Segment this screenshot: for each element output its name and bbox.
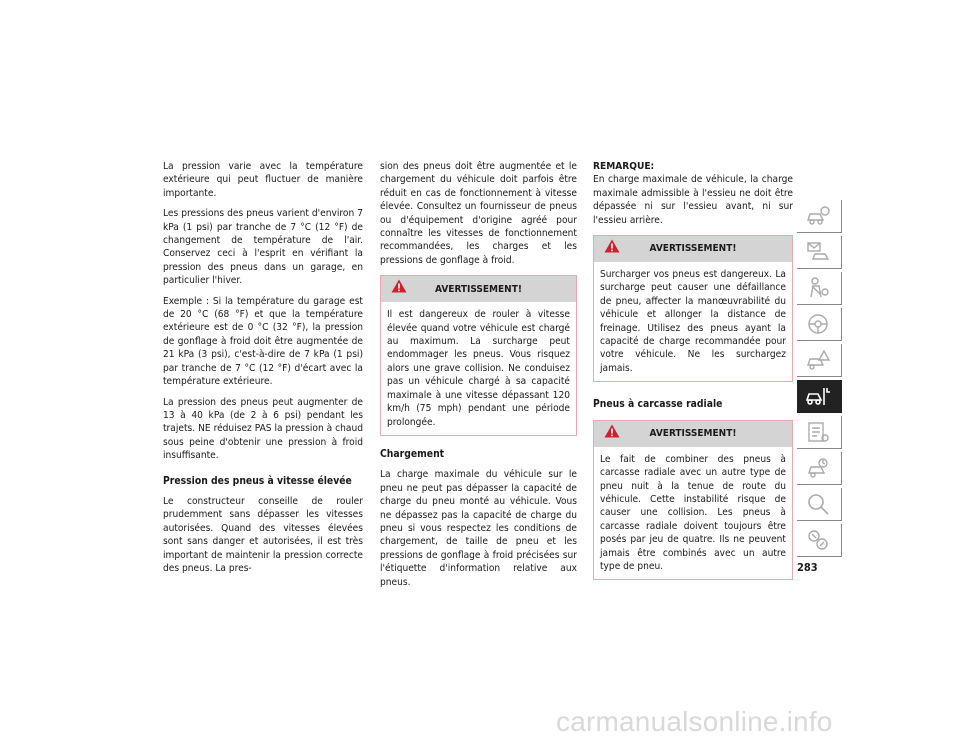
tab-car-info[interactable] bbox=[797, 200, 842, 233]
warning-header bbox=[594, 421, 792, 447]
paragraph: La pression des pneus peut augmenter de 13 à 40 kPa (de 2 à 6 psi) pendant les trajets. NE réduisez PAS la pression à chaud sous peine d'obtenir une pression à froid insuffisante. bbox=[163, 396, 363, 462]
page-number: 283 bbox=[797, 561, 818, 574]
car-warning-icon bbox=[805, 347, 831, 373]
car-tools-icon bbox=[805, 383, 831, 409]
paragraph: La charge maximale du véhicule sur le pneu ne peut pas dépasser la capacité de charge du pneu monté au véhicule. Vous ne dépassez pas la capacité de charge du pneu si vous respectez les conditions de chargement, de taille de pneu et les pressions de gonflage à froid précisées sur l'étiquette d'information relative aux pneus. bbox=[380, 469, 577, 588]
section-heading: Chargement bbox=[380, 447, 445, 460]
tab-car-seatbelt[interactable] bbox=[797, 272, 842, 305]
warning-title: AVERTISSEMENT! bbox=[649, 427, 737, 439]
tab-maintenance-list[interactable] bbox=[797, 416, 842, 449]
tab-steering[interactable] bbox=[797, 308, 842, 341]
warning-triangle-icon bbox=[391, 279, 407, 293]
car-mail-icon bbox=[805, 239, 831, 265]
warning-header bbox=[381, 276, 576, 302]
warning-title: AVERTISSEMENT! bbox=[435, 283, 522, 295]
tab-car-tools[interactable] bbox=[797, 380, 842, 413]
chapter-tabs bbox=[797, 200, 842, 560]
maintenance-list-icon bbox=[805, 419, 831, 445]
note-title: REMARQUE: bbox=[593, 161, 655, 172]
paragraph: sion des pneus doit être augmentée et le chargement du véhicule doit parfois être réduit en cas de fonctionnement à vitesse élevée. Consultez un fournisseur de pneus ou d'équipement d'origine agréé pour connaître les vitesses de fonctionnement recommandées, les charges et les pressions de gonflage à froid. bbox=[380, 161, 577, 266]
warning-box bbox=[380, 275, 577, 436]
paragraph: Les pressions des pneus varient d'environ 7 kPa (1 psi) par tranche de 7 °C (12 °F) de changement de température de l'air. Conservez ceci à l'esprit en vérifiant la pression des pneus dans un garage, en particulier l'hiver. bbox=[163, 208, 363, 287]
paragraph: La pression varie avec la température extérieure qui peut fluctuer de manière importante. bbox=[163, 161, 363, 199]
warning-box bbox=[593, 420, 793, 581]
column-1 bbox=[163, 160, 363, 582]
section-heading: Pression des pneus à vitesse élevée bbox=[163, 474, 352, 487]
column-3 bbox=[593, 160, 793, 580]
warning-title: AVERTISSEMENT! bbox=[649, 243, 737, 255]
warning-triangle-icon bbox=[604, 424, 620, 438]
car-specs-icon bbox=[805, 455, 831, 481]
warning-header bbox=[594, 236, 792, 262]
paragraph: Le constructeur conseille de rouler prudemment sans dépasser les vitesses autorisées. Quand des vitesses élevées sont sans danger et autorisées, il est très important de maintenir la pression correcte des pneus. La pres- bbox=[163, 495, 363, 574]
tab-car-warning[interactable] bbox=[797, 344, 842, 377]
car-seatbelt-icon bbox=[805, 275, 831, 301]
section-heading: Pneus à carcasse radiale bbox=[593, 398, 723, 411]
tab-car-mail[interactable] bbox=[797, 236, 842, 269]
warning-text: Le fait de combiner des pneus à carcasse radiale avec un autre type de pneu nuit à la tenue de route du véhicule. Cette instabilité risque de causer une collision. Les pneus à carcasse radiale doivent toujours être posés par jeu de quatre. Ils ne peuvent jamais être combinés avec un autre type de pneu. bbox=[600, 453, 786, 572]
warning-triangle-icon bbox=[604, 239, 620, 253]
watermark: carmanualsonline.info bbox=[556, 706, 833, 737]
note-text: En charge maximale de véhicule, la charge maximale admissible à l'essieu ne doit être dépassée ni sur l'essieu avant, ni sur l'essieu arrière. bbox=[593, 174, 793, 226]
car-info-icon bbox=[805, 203, 831, 229]
paragraph: Exemple : Si la température du garage est de 20 °C (68 °F) et que la température extérieure est de 0 °C (32 °F), la pression de gonflage à froid doit être augmentée de 21 kPa (3 psi), c'est-à-dire de 7 kPa (1 psi) par tranche de 7 °C (12 °F) d'écart avec la température extérieure. bbox=[163, 295, 363, 388]
warning-box bbox=[593, 235, 793, 382]
magnifier-icon bbox=[805, 491, 831, 517]
warning-text: Surcharger vos pneus est dangereux. La surcharge peut causer une défaillance de pneu, affecter la manœuvrabilité du véhicule et allonger la distance de freinage. Utilisez des pneus ayant la capacité de charge recommandée pour votre véhicule. Ne les surchargez jamais. bbox=[600, 269, 786, 374]
tab-language-settings[interactable] bbox=[797, 524, 842, 557]
language-settings-icon bbox=[805, 527, 831, 553]
column-2 bbox=[380, 160, 577, 596]
tab-search[interactable] bbox=[797, 488, 842, 521]
warning-text: Il est dangereux de rouler à vitesse élevée quand votre véhicule est chargé au maximum. La surcharge peut endommager les pneus. Vous risquez alors une grave collision. Ne conduisez pas un véhicule chargé à sa capacité maximale à une vitesse dépassant 120 km/h (75 mph) pendant une période prolongée. bbox=[387, 309, 570, 428]
steering-wheel-icon bbox=[805, 311, 831, 337]
tab-car-specs[interactable] bbox=[797, 452, 842, 485]
